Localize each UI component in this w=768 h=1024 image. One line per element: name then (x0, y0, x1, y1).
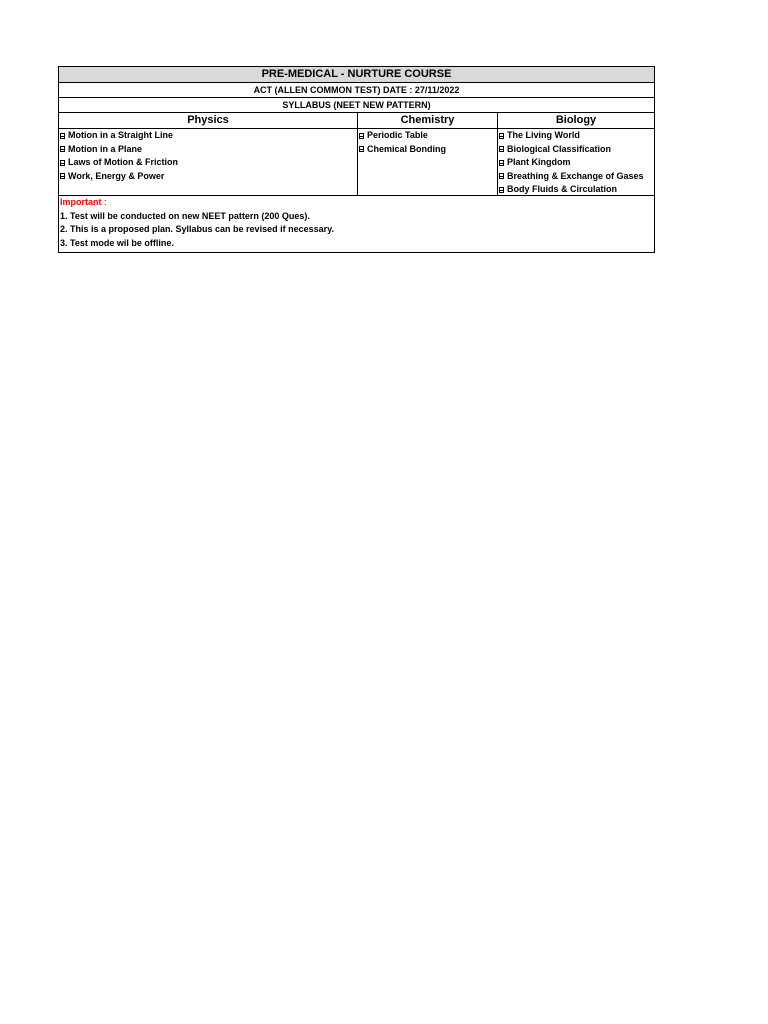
topic-item (498, 129, 654, 143)
topic-item (358, 129, 497, 143)
topic-item (498, 143, 654, 157)
topic-label: Breathing & Exchange of Gases (507, 170, 644, 181)
collapse-box-icon (359, 146, 364, 152)
topic-label: Body Fluids & Circulation (507, 184, 618, 194)
collapse-box-icon (499, 173, 504, 179)
collapse-box-icon (60, 146, 65, 152)
topic-item (59, 143, 357, 157)
physics-header: Physics (59, 113, 358, 128)
collapse-box-icon (60, 173, 65, 179)
collapse-box-icon (499, 146, 504, 152)
topic-label: Periodic Table (367, 130, 428, 140)
collapse-box-icon (60, 160, 65, 166)
topic-label: The Living World (507, 130, 580, 140)
note-line: 3. Test mode wil be offline. (60, 237, 174, 248)
important-notes (59, 196, 654, 252)
syllabus-pattern-line: SYLLABUS (NEET NEW PATTERN) (59, 98, 654, 113)
note-line: 1. Test will be conducted on new NEET pattern (200 Ques). (60, 210, 310, 221)
important-heading: Important (60, 197, 102, 207)
biology-header: Biology (555, 114, 597, 126)
topic-label: Work, Energy & Power (68, 170, 165, 181)
test-date-line: ACT (ALLEN COMMON TEST) DATE : 27/11/2022 (59, 83, 654, 98)
important-heading-line (60, 196, 653, 210)
note-line: 2. This is a proposed plan. Syllabus can be revised if necessary. (60, 224, 334, 234)
topic-label: Plant Kingdom (507, 157, 571, 167)
topic-label: Motion in a Straight Line (68, 130, 173, 140)
topic-item (498, 156, 654, 170)
collapse-box-icon (499, 187, 504, 193)
collapse-box-icon (499, 133, 504, 139)
important-colon: : (101, 197, 107, 207)
topic-item (358, 143, 497, 157)
topics-row (59, 129, 654, 196)
biology-topics (498, 129, 654, 195)
subject-header-row (59, 113, 654, 129)
topic-label: Biological Classification (507, 143, 612, 154)
chemistry-topics (358, 129, 498, 195)
syllabus-sheet (58, 66, 655, 253)
topic-label: Laws of Motion & Friction (68, 157, 178, 167)
topic-label: Motion in a Plane (68, 143, 143, 154)
physics-topics (59, 129, 358, 195)
topic-item (59, 170, 357, 184)
topic-item (59, 156, 357, 170)
collapse-box-icon (359, 133, 364, 139)
chemistry-header: Chemistry (358, 113, 498, 128)
collapse-box-icon (60, 133, 65, 139)
course-title: PRE-MEDICAL - NURTURE COURSE (59, 67, 654, 83)
topic-label: Chemical Bonding (367, 143, 447, 154)
topic-item (498, 183, 654, 197)
collapse-box-icon (499, 160, 504, 166)
topic-item (498, 170, 654, 184)
topic-item (59, 129, 357, 143)
